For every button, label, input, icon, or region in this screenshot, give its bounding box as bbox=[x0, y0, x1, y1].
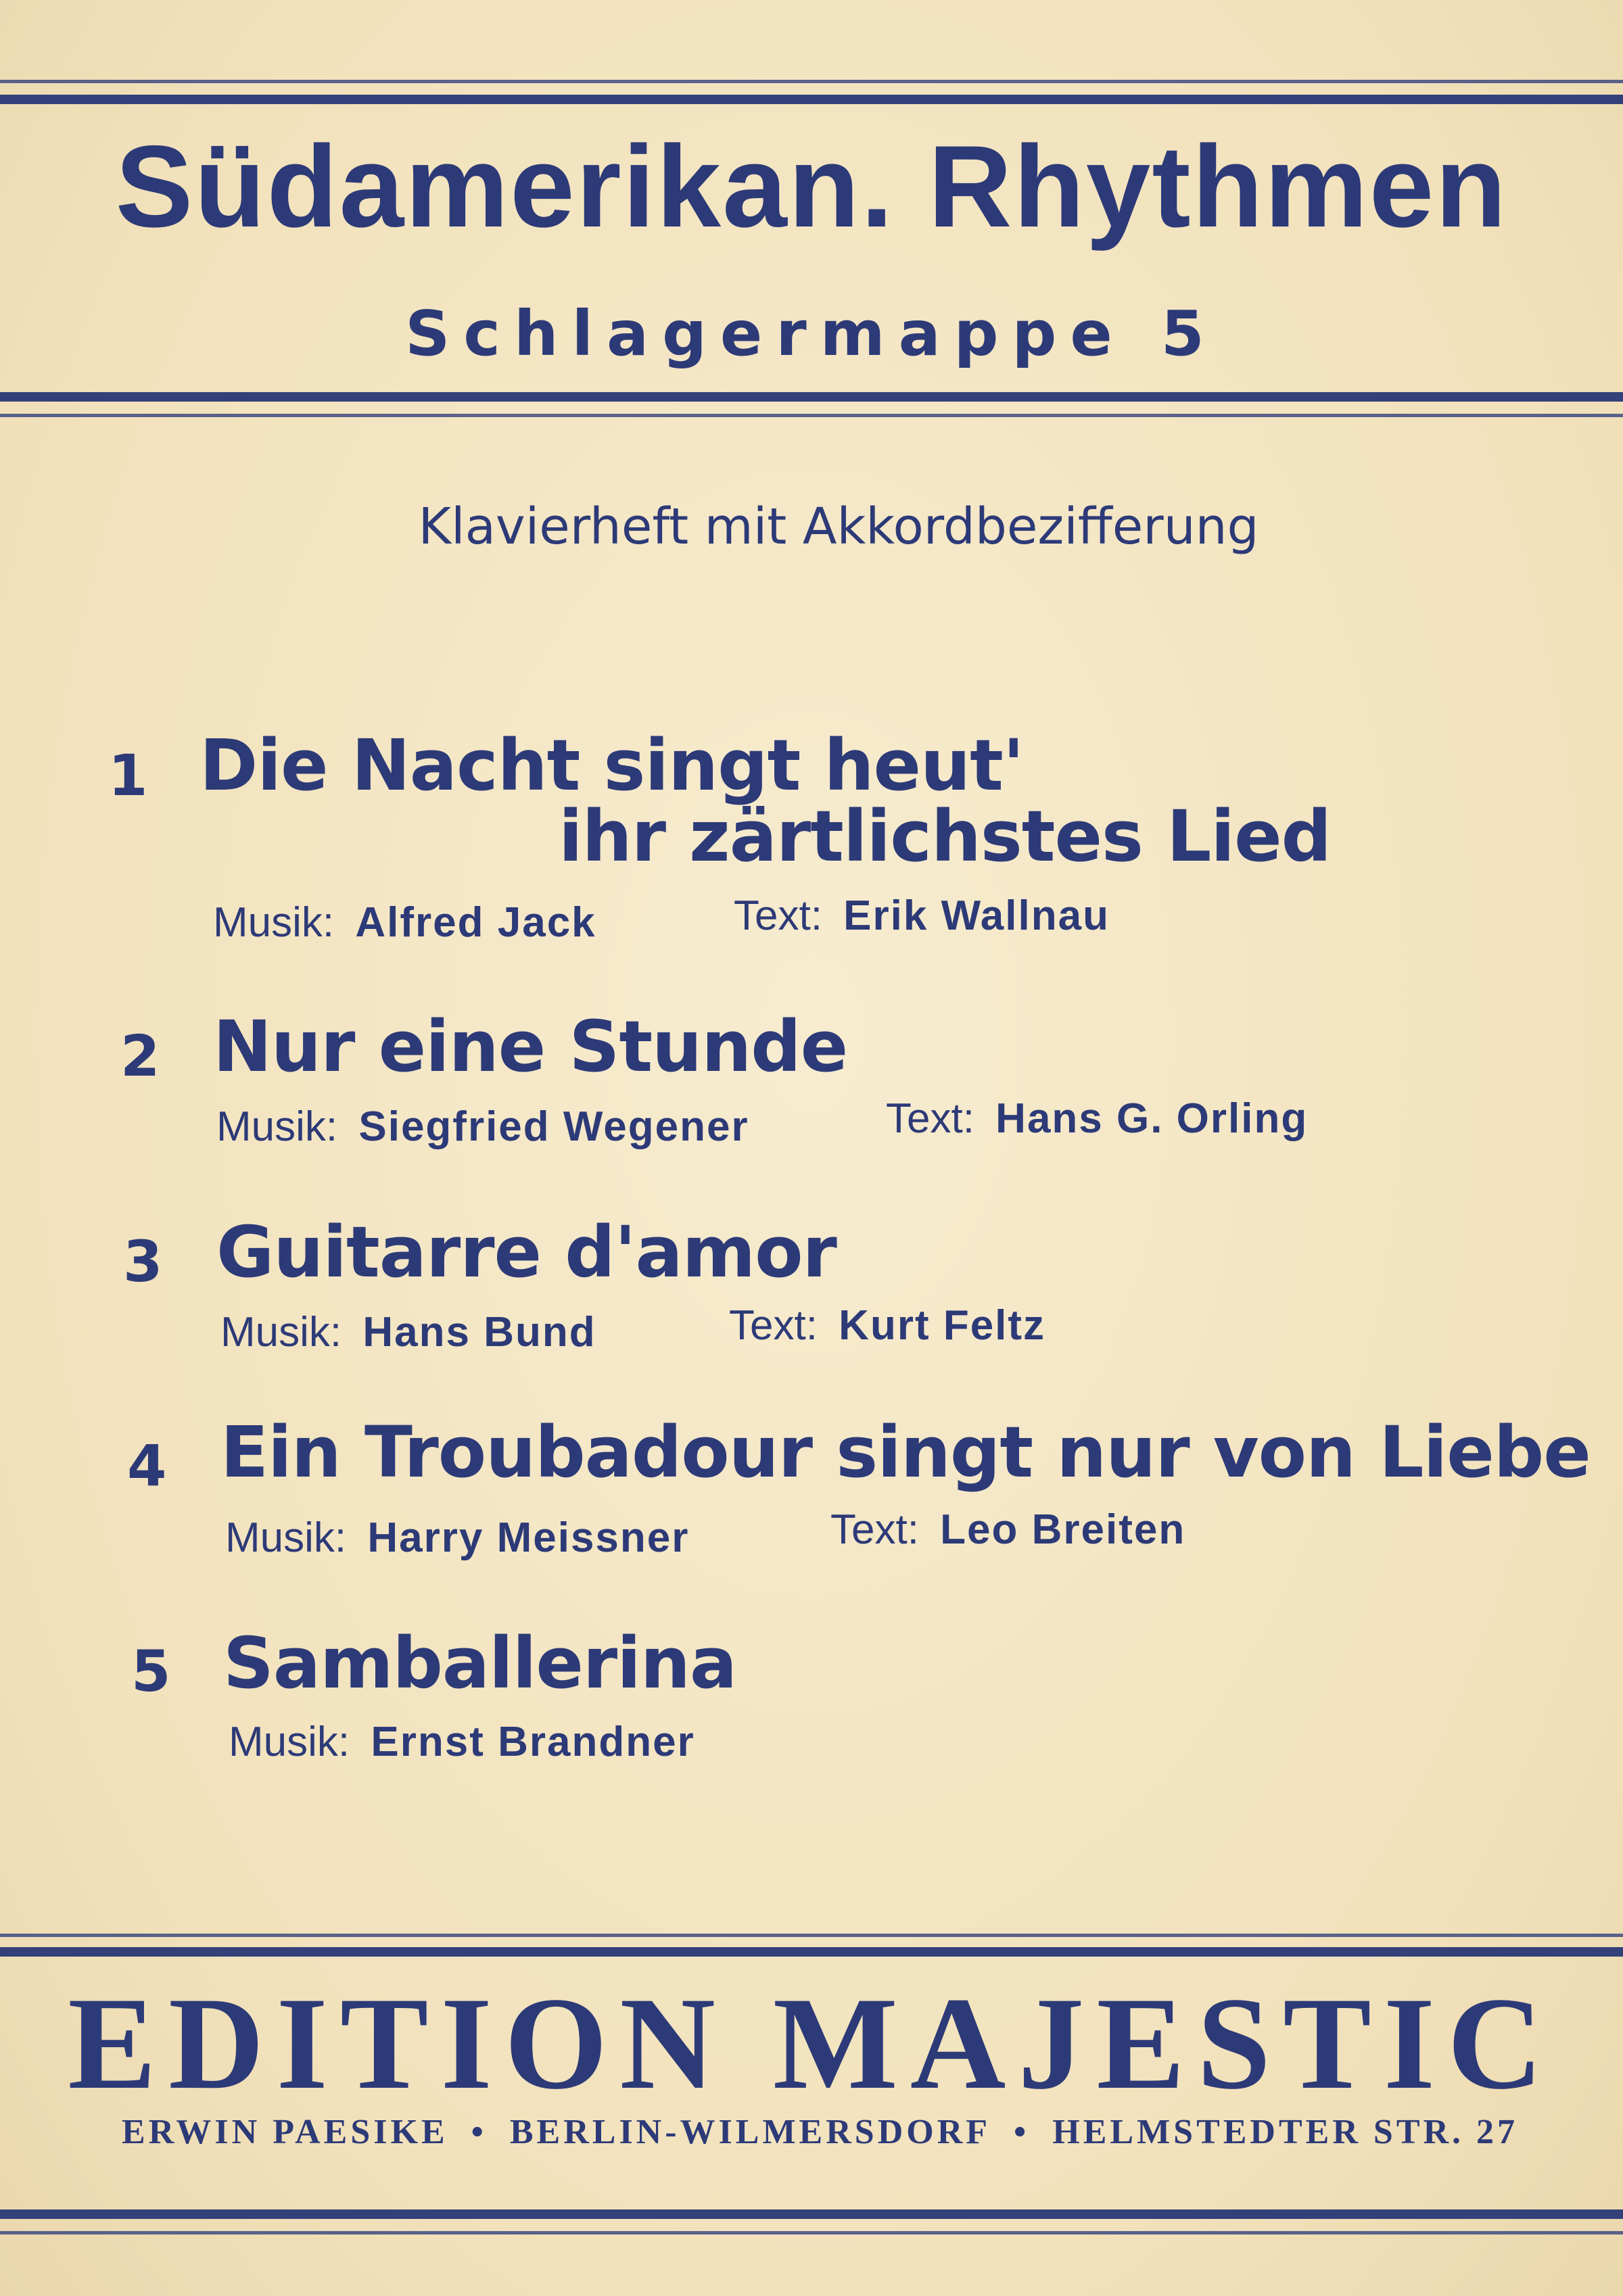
music-label: Musik: bbox=[220, 1309, 342, 1356]
publisher-address bbox=[122, 2115, 1518, 2150]
owner-name: ERWIN PAESIKE bbox=[122, 2113, 448, 2151]
bottom-rule-thick bbox=[0, 2209, 1623, 2219]
song-credits bbox=[229, 1721, 695, 1763]
publisher-name: EDITION MAJESTIC bbox=[68, 1970, 1555, 2117]
song-title-continued: ihr zärtlichstes Lied bbox=[559, 795, 1332, 878]
song-credits bbox=[216, 1103, 749, 1150]
lyricist: Erik Wallnau bbox=[843, 892, 1110, 939]
separator-dot: • bbox=[1014, 2113, 1030, 2151]
song-number: 3 bbox=[123, 1228, 163, 1295]
song-credits bbox=[213, 899, 596, 946]
composer: Ernst Brandner bbox=[371, 1719, 695, 1765]
song-credits-text bbox=[886, 1095, 1309, 1142]
header-rule-thick bbox=[0, 392, 1623, 402]
bottom-rule-thin bbox=[0, 2231, 1623, 2234]
text-label: Text: bbox=[734, 892, 822, 939]
header-rule-thin bbox=[0, 414, 1623, 417]
tagline: Klavierheft mit Akkordbezifferung bbox=[418, 498, 1259, 556]
footer-rule-thick bbox=[0, 1947, 1623, 1957]
song-title: Die Nacht singt heut' bbox=[199, 724, 1024, 807]
song-number: 4 bbox=[127, 1433, 167, 1499]
street-address: HELMSTEDTER STR. 27 bbox=[1052, 2113, 1519, 2151]
music-label: Musik: bbox=[229, 1719, 350, 1765]
page-title: Südamerikan. Rhythmen bbox=[115, 122, 1508, 252]
lyricist: Hans G. Orling bbox=[995, 1095, 1309, 1142]
lyricist: Kurt Feltz bbox=[839, 1302, 1046, 1349]
composer: Siegfried Wegener bbox=[358, 1103, 749, 1150]
music-label: Musik: bbox=[225, 1514, 347, 1561]
composer: Alfred Jack bbox=[355, 899, 596, 946]
song-credits-text bbox=[729, 1302, 1046, 1349]
song-title: Samballerina bbox=[223, 1622, 737, 1704]
song-credits bbox=[225, 1514, 690, 1561]
song-title: Nur eine Stunde bbox=[213, 1005, 848, 1088]
footer-rule-thin bbox=[0, 1934, 1623, 1937]
song-number: 1 bbox=[108, 742, 148, 809]
song-credits-text bbox=[734, 892, 1110, 939]
song-number: 5 bbox=[131, 1638, 171, 1704]
song-title: Guitarre d'amor bbox=[216, 1211, 837, 1293]
city: BERLIN-WILMERSDORF bbox=[509, 2113, 991, 2151]
song-credits bbox=[220, 1309, 596, 1356]
composer: Hans Bund bbox=[362, 1309, 596, 1356]
top-rule-thin bbox=[0, 80, 1623, 83]
music-label: Musik: bbox=[216, 1103, 338, 1150]
page-subtitle: Schlagermappe 5 bbox=[405, 297, 1218, 370]
song-title: Ein Troubadour singt nur von Liebe bbox=[220, 1411, 1591, 1493]
top-rule-thick bbox=[0, 95, 1623, 104]
separator-dot: • bbox=[471, 2113, 487, 2151]
music-label: Musik: bbox=[213, 899, 335, 946]
text-label: Text: bbox=[886, 1095, 974, 1142]
composer: Harry Meissner bbox=[367, 1514, 690, 1561]
song-credits-text bbox=[830, 1506, 1186, 1553]
text-label: Text: bbox=[729, 1302, 818, 1349]
text-label: Text: bbox=[830, 1506, 919, 1553]
lyricist: Leo Breiten bbox=[940, 1506, 1186, 1553]
song-number: 2 bbox=[120, 1023, 160, 1089]
